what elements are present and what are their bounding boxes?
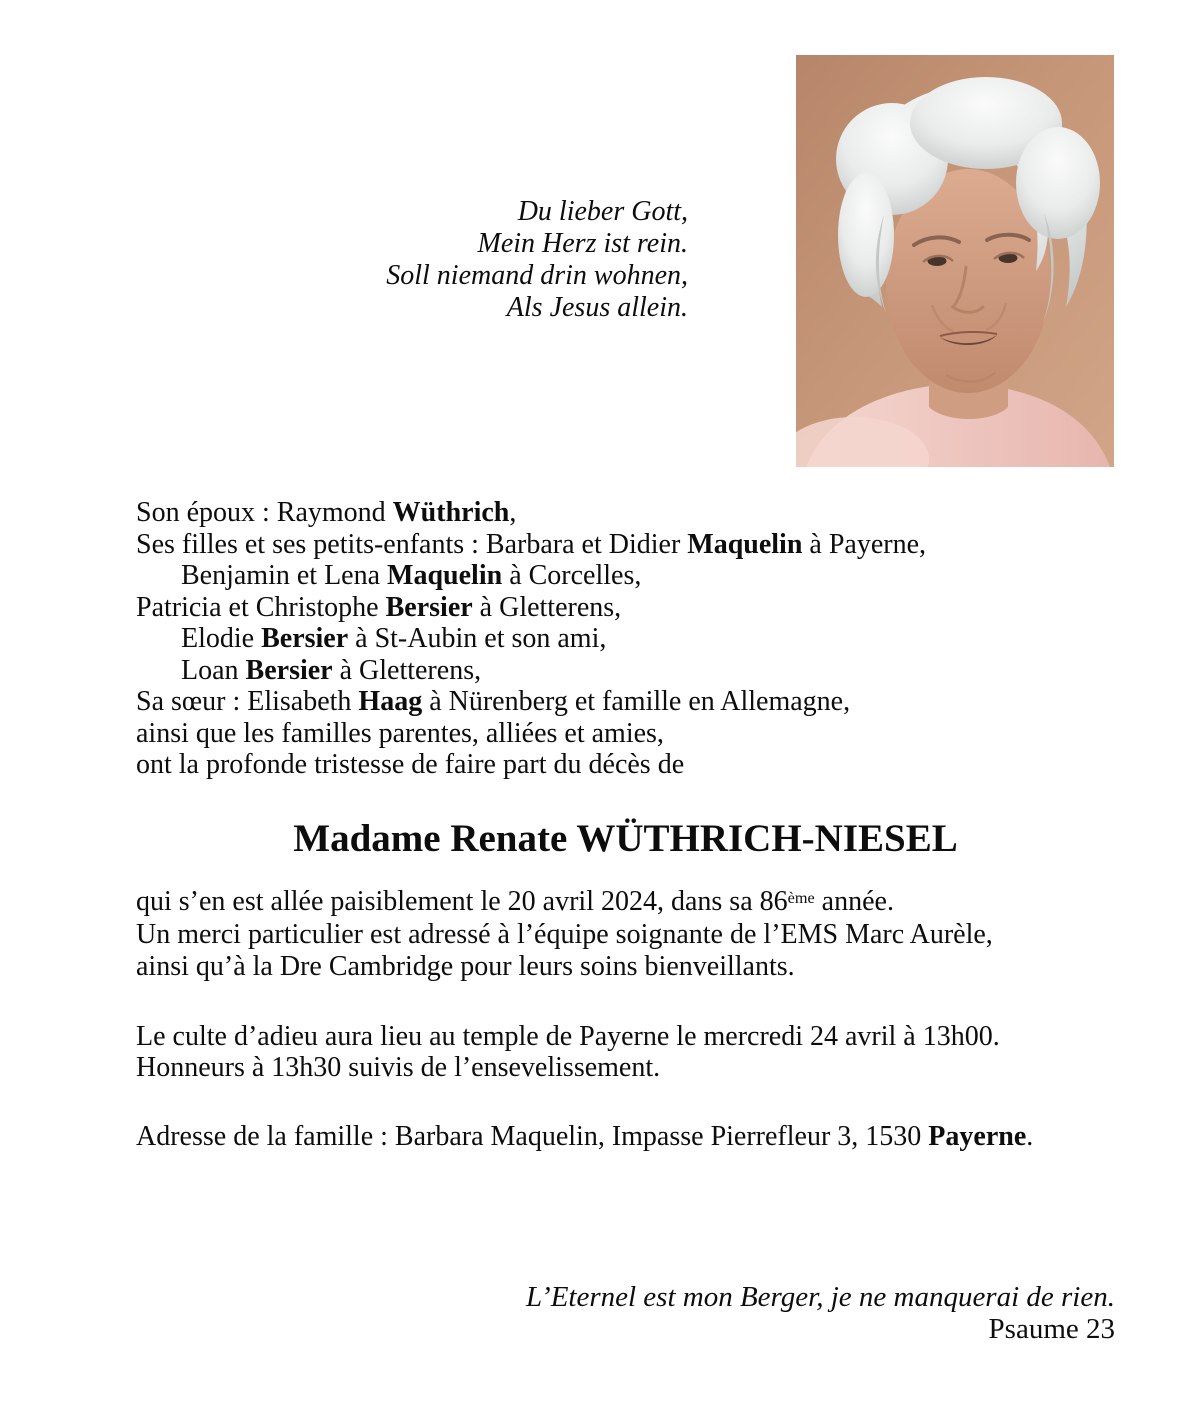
text: à Corcelles,	[502, 560, 642, 591]
text-line	[136, 718, 926, 750]
text: à St-Aubin et son ami,	[348, 623, 607, 654]
text-line: Du lieber Gott,	[517, 196, 688, 227]
bold-text: Maquelin	[687, 528, 803, 560]
text-line	[136, 623, 926, 655]
text-line	[136, 1052, 1000, 1083]
text: qui s’en est allée paisiblement le 20 avril 2024, dans sa 86	[136, 886, 788, 917]
text-line	[136, 1021, 1000, 1052]
text-line: Mein Herz ist rein.	[477, 228, 688, 259]
text: Benjamin et Lena	[181, 560, 388, 591]
passing-details-paragraph	[136, 886, 993, 984]
bold-text: Bersier	[245, 654, 333, 686]
closing-verse	[526, 1281, 1115, 1345]
text-line: Als Jesus allein.	[506, 292, 688, 323]
text: à Gletterens,	[332, 654, 482, 686]
text-line	[136, 919, 993, 952]
portrait-illustration	[796, 55, 1114, 467]
bold-text: Bersier	[261, 623, 349, 654]
text: année.	[814, 886, 894, 917]
text-line	[136, 529, 926, 561]
family-address-paragraph	[136, 1121, 1033, 1152]
text: Patricia et Christophe	[136, 591, 386, 623]
text-line: Soll niemand drin wohnen,	[386, 260, 688, 291]
psalm-reference: Psaume 23	[988, 1313, 1115, 1345]
text: ainsi que les familles parentes, alliées et amies,	[136, 717, 664, 749]
text: ont la profonde tristesse de faire part du décès de	[136, 749, 685, 780]
deceased-name-title: Madame Renate WÜTHRICH-NIESEL	[293, 817, 958, 860]
text: Sa sœur : Elisabeth	[136, 686, 359, 717]
text: Ses filles et ses petits-enfants : Barbara et Didier	[136, 528, 688, 560]
text-line	[136, 592, 926, 624]
text: Son époux : Raymond	[136, 497, 393, 528]
text-line	[136, 749, 926, 781]
text: Loan	[181, 654, 246, 686]
bold-text: Maquelin	[387, 560, 503, 591]
portrait-photo	[796, 55, 1114, 467]
opening-verse	[386, 196, 688, 324]
funeral-details-paragraph	[136, 1021, 1000, 1083]
text: Un merci particulier est adressé à l’équipe soignante de l’EMS Marc Aurèle,	[136, 918, 993, 950]
text: Adresse de la famille : Barbara Maquelin, Impasse Pierrefleur 3, 1530	[136, 1121, 929, 1152]
text-line	[136, 886, 993, 919]
bold-text: Wüthrich	[392, 497, 510, 528]
psalm-quote-line: L’Eternel est mon Berger, je ne manquerai de rien.	[525, 1281, 1115, 1313]
text-line	[136, 951, 993, 984]
text: à Gletterens,	[472, 591, 622, 623]
text: à Nürenberg et famille en Allemagne,	[422, 686, 851, 717]
text-line	[136, 560, 926, 592]
bold-text: Payerne	[928, 1121, 1027, 1152]
bold-text: Bersier	[385, 591, 473, 623]
bold-text: Haag	[358, 686, 423, 717]
text: ainsi qu’à la Dre Cambridge pour leurs soins bienveillants.	[136, 951, 795, 982]
text-line	[136, 655, 926, 687]
text: ème	[787, 888, 815, 907]
text: Le culte d’adieu aura lieu au temple de Payerne le mercredi 24 avril à 13h00.	[136, 1021, 1000, 1052]
text-line	[136, 686, 926, 718]
text: .	[1026, 1121, 1034, 1152]
family-announcement	[136, 497, 926, 781]
text: ,	[509, 497, 517, 528]
text: Elodie	[181, 623, 262, 654]
text-line	[136, 1121, 1033, 1152]
text: Honneurs à 13h30 suivis de l’ensevelissement.	[136, 1052, 661, 1083]
text: à Payerne,	[802, 528, 927, 560]
text-line	[136, 497, 926, 529]
